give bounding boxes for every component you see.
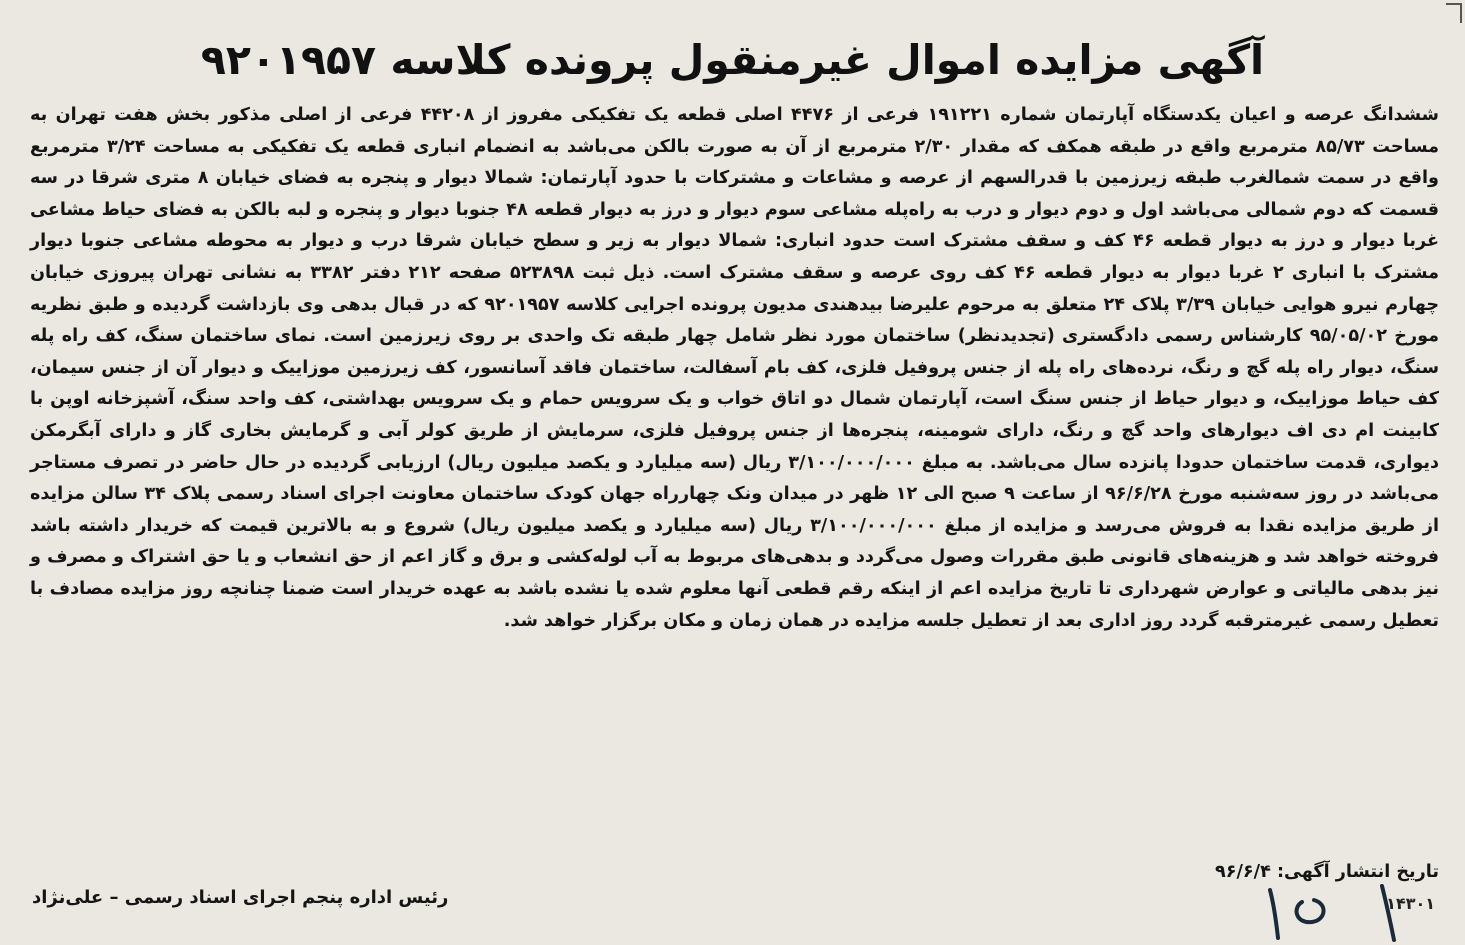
handwritten-mark (1262, 880, 1412, 942)
signature-line: رئیس اداره پنجم اجرای اسناد رسمی – علی‌نژاد (32, 887, 449, 908)
notice-body: ششدانگ عرصه و اعیان یکدستگاه آپارتمان شماره ۱۹۱۲۲۱ فرعی از ۴۴۷۶ اصلی قطعه یک تفکیکی مفروز از ۴۴۲۰۸ فرعی از اصلی مذکور بخش هفت تهران به مساحت ۸۵/۷۳ مترمربع واقع در طبقه همکف که مقدار ۲/۳۰ مترمربع از آن به صورت بالکن می‌باشد به انضمام انباری قطعه یک تفکیکی به مساحت ۳/۲۴ مترمربع واقع در سمت شمالغرب طبقه زیرزمین با قدرالسهم از عرصه و مشاعات و مشترکات با حدود آپارتمان: شمالا دیوار و پنجره به فضای خیابان ۸ متری شرقا در سه قسمت که دوم شمالی می‌باشد اول و دوم دیوار و درب به راه‌پله مشاعی سوم دیوار و درز به دیوار قطعه ۴۸ جنوبا دیوار و پنجره و لبه بالکن به فضای حیاط مشاعی غربا دیوار و درز به دیوار قطعه ۴۶ کف و سقف مشترک است حدود انباری: شمالا دیوار به زیر و سطح خیابان شرقا درب و دیوار به محوطه مشاعی جنوبا دیوار مشترک با انباری ۲ غربا دیوار به دیوار قطعه ۴۶ کف روی عرصه و سقف مشترک است. ذیل ثبت ۵۲۳۸۹۸ صفحه ۲۱۲ دفتر ۳۳۸۲ به نشانی تهران پیروزی خیابان چهارم نیرو هوایی خیابان ۳/۳۹ پلاک ۲۴ متعلق به مرحوم علیرضا بیدهندی مدیون پرونده اجرایی کلاسه ۹۲۰۱۹۵۷ که در قبال بدهی وی بازداشت گردیده و طبق نظریه مورخ ۹۵/۰۵/۰۲ کارشناس رسمی دادگستری (تجدیدنظر) ساختمان مورد نظر شامل چهار طبقه تک واحدی بر روی زیرزمین است. نمای ساختمان سنگ، کف راه پله سنگ، دیوار راه پله گچ و رنگ، نرده‌های راه پله از جنس پروفیل فلزی، کف بام آسفالت، ساختمان فاقد آسانسور، کف زیرزمین موزاییک و دیوار آن از جنس سیمان، کف حیاط موزاییک، و دیوار حیاط از جنس سنگ است، آپارتمان شمال دو اتاق خواب و یک سرویس حمام و یک سرویس بهداشتی، کف واحد سنگ، آشپزخانه اوپن با کابینت ام دی اف دیوارهای واحد گچ و رنگ، دارای شومینه، پنجره‌ها از جنس پروفیل فلزی، سرمایش از طریق کولر آبی و گرمایش بخاری گاز و دارای آبگرمکن دیواری، قدمت ساختمان حدودا پانزده سال می‌باشد. به مبلغ ۳/۱۰۰/۰۰۰/۰۰۰ ریال (سه میلیارد و یکصد میلیون ریال) ارزیابی گردیده در حال حاضر در تصرف مستاجر می‌باشد در روز سه‌شنبه مورخ ۹۶/۶/۲۸ از ساعت ۹ صبح الی ۱۲ ظهر در میدان ونک چهارراه جهان کودک ساختمان معاونت اجرای اسناد رسمی پلاک ۳۴ سالن مزایده از طریق مزایده نقدا به فروش می‌رسد و مزایده از مبلغ ۳/۱۰۰/۰۰۰/۰۰۰ ریال (سه میلیارد و یکصد میلیون ریال) شروع و به بالاترین قیمت که خریدار داشته باشد فروخته خواهد شد و هزینه‌های قانونی طبق مقررات وصول می‌گردد و بدهی‌های مربوط به آب لوله‌کشی و برق و گاز اعم از حق انشعاب و یا حق اشتراک و مصرف و نیز بدهی مالیاتی و عوارض شهرداری تا تاریخ مزایده اعم از اینکه رقم قطعی آنها معلوم شده یا نشده باشد به عهده خریدار است ضمنا چنانچه روز مزایده مصادف با تعطیل رسمی غیرمترقبه گردد روز اداری بعد از تعطیل جلسه مزایده در همان زمان و مکان برگزار خواهد شد. (30, 105, 1440, 631)
publication-date: تاریخ انتشار آگهی: ۹۶/۶/۴ (1215, 862, 1439, 882)
notice-title: آگهی مزایده اموال غیرمنقول پرونده کلاسه ۹۲۰۱۹۵۷ (200, 36, 1265, 84)
reference-code: ۱۴۳۰۱ (1386, 894, 1435, 913)
frame-corner (1446, 3, 1462, 23)
